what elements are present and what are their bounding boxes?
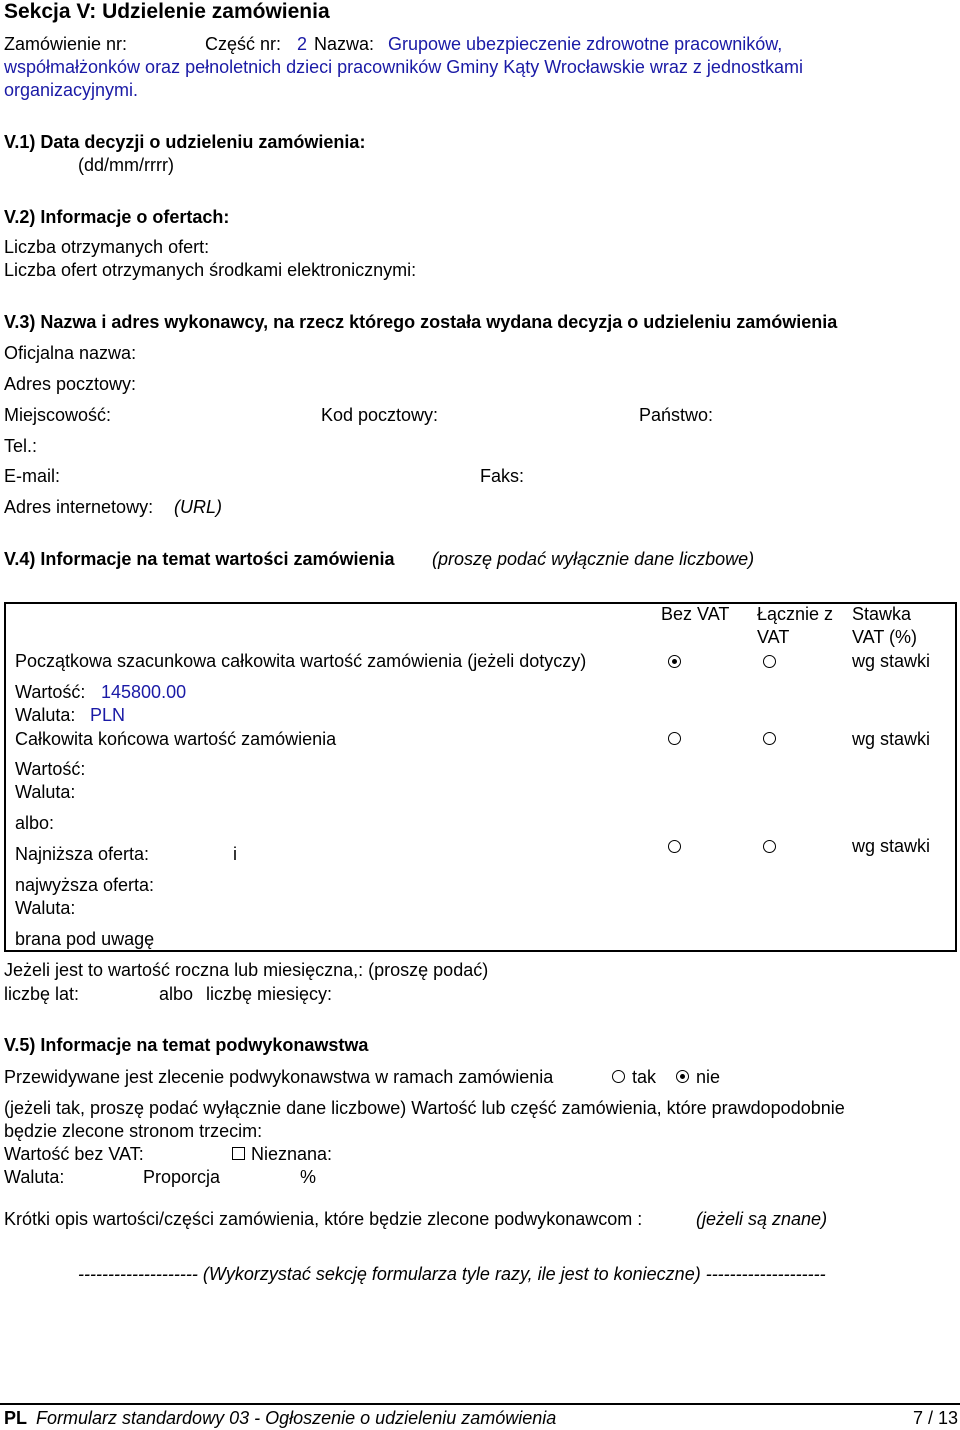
section-title: Sekcja V: Udzielenie zamówienia xyxy=(4,0,330,23)
initial-value-field-label: Wartość: xyxy=(15,682,86,702)
col-header-rate-line2: VAT (%) xyxy=(852,627,918,647)
offers-electronic-label: Liczba ofert otrzymanych środkami elektronicznymi: xyxy=(4,260,417,280)
and-label: i xyxy=(233,844,237,864)
subcontract-no-label: nie xyxy=(696,1067,721,1087)
name-value-line2: współmałżonków oraz pełnoletnich dzieci pracowników Gminy Kąty Wrocławskie wraz z jednostkami xyxy=(4,57,803,77)
value-net-label: Wartość bez VAT: xyxy=(4,1144,144,1164)
website-label: Adres internetowy: xyxy=(4,497,154,517)
email-label: E-mail: xyxy=(4,466,61,486)
final-rate-text: wg stawki xyxy=(852,729,931,749)
range-gross-radio[interactable] xyxy=(763,840,776,853)
initial-gross-radio[interactable] xyxy=(763,655,776,668)
subcontract-yes-radio[interactable] xyxy=(612,1070,625,1083)
initial-value-field: 145800.00 xyxy=(101,682,187,702)
name-value-line1: Grupowe ubezpieczenie zdrowotne pracowników, xyxy=(388,34,783,54)
short-description-label: Krótki opis wartości/części zamówienia, które będzie zlecone podwykonawcom : xyxy=(4,1209,643,1229)
annual-note: Jeżeli jest to wartość roczna lub miesięczna,: (proszę podać) xyxy=(4,960,489,980)
repeat-note xyxy=(78,1263,826,1286)
name-value-line3: organizacyjnymi. xyxy=(4,80,139,100)
website-hint: (URL) xyxy=(174,497,222,517)
subcontract-currency-label: Waluta: xyxy=(4,1167,65,1187)
footer-form-name: Formularz standardowy 03 - Ogłoszenie o udzieleniu zamówienia xyxy=(36,1408,557,1428)
initial-rate-text: wg stawki xyxy=(852,651,931,671)
range-net-radio[interactable] xyxy=(668,840,681,853)
years-label: liczbę lat: xyxy=(4,984,80,1004)
subcontract-question: Przewidywane jest zlecenie podwykonawstwa w ramach zamówienia xyxy=(4,1067,554,1087)
final-value-field-label: Wartość: xyxy=(15,759,86,779)
subcontract-hint-line1: (jeżeli tak, proszę podać wyłącznie dane liczbowe) Wartość lub część zamówienia, które prawdopodobnie xyxy=(4,1098,845,1118)
postal-address-label: Adres pocztowy: xyxy=(4,374,137,394)
subcontract-yes-label: tak xyxy=(632,1067,657,1087)
subcontract-hint-line2: będzie zlecone stronom trzecim: xyxy=(4,1121,263,1141)
footer-page-number: 7 / 13 xyxy=(912,1408,958,1428)
col-header-rate-line1: Stawka xyxy=(852,604,912,624)
fax-label: Faks: xyxy=(480,466,525,486)
considered-label: brana pod uwagę xyxy=(15,929,155,949)
v5-title: V.5) Informacje na temat podwykonawstwa xyxy=(4,1035,369,1055)
col-header-gross-line1: Łącznie z xyxy=(757,604,834,624)
part-number-value: 2 xyxy=(297,34,308,54)
tel-label: Tel.: xyxy=(4,436,38,456)
footer-lang: PL xyxy=(4,1408,28,1428)
range-rate-text: wg stawki xyxy=(852,836,931,856)
unknown-checkbox[interactable] xyxy=(232,1147,245,1160)
date-format-hint: (dd/mm/rrrr) xyxy=(78,155,174,175)
official-name-label: Oficjalna nazwa: xyxy=(4,343,137,363)
subcontract-no-radio[interactable] xyxy=(676,1070,689,1083)
short-description-hint: (jeżeli są znane) xyxy=(696,1209,828,1229)
v4-title: V.4) Informacje na temat wartości zamówienia xyxy=(4,549,395,569)
order-number-label: Zamówienie nr: xyxy=(4,34,128,54)
footer-divider xyxy=(0,1403,960,1405)
repeat-note-text: -------------------- (Wykorzystać sekcję formularza tyle razy, ile jest to konieczne) -------------------- xyxy=(78,1264,826,1284)
col-header-gross-line2: VAT xyxy=(757,627,790,647)
unknown-label: Nieznana: xyxy=(251,1144,333,1164)
offers-received-label: Liczba otrzymanych ofert: xyxy=(4,237,210,257)
initial-net-radio[interactable] xyxy=(668,655,681,668)
name-label: Nazwa: xyxy=(314,34,375,54)
months-label: liczbę miesięcy: xyxy=(206,984,333,1004)
part-number-label: Część nr: xyxy=(205,34,282,54)
initial-value-label: Początkowa szacunkowa całkowita wartość zamówienia (jeżeli dotyczy) xyxy=(15,651,587,671)
v1-title: V.1) Data decyzji o udzieleniu zamówienia: xyxy=(4,132,366,152)
initial-currency-value: PLN xyxy=(90,705,126,725)
city-label: Miejscowość: xyxy=(4,405,112,425)
or-months-label: albo xyxy=(159,984,194,1004)
final-gross-radio[interactable] xyxy=(763,732,776,745)
final-currency-label: Waluta: xyxy=(15,782,76,802)
postal-code-label: Kod pocztowy: xyxy=(321,405,439,425)
range-currency-label: Waluta: xyxy=(15,898,76,918)
v2-title: V.2) Informacje o ofertach: xyxy=(4,207,230,227)
v3-title: V.3) Nazwa i adres wykonawcy, na rzecz którego została wydana decyzja o udzieleniu zamówienia xyxy=(4,312,838,332)
or-label: albo: xyxy=(15,813,55,833)
col-header-net: Bez VAT xyxy=(661,604,730,624)
final-net-radio[interactable] xyxy=(668,732,681,745)
lowest-offer-label: Najniższa oferta: xyxy=(15,844,150,864)
highest-offer-label: najwyższa oferta: xyxy=(15,875,155,895)
country-label: Państwo: xyxy=(639,405,714,425)
initial-currency-label: Waluta: xyxy=(15,705,76,725)
proportion-label: Proporcja xyxy=(143,1167,221,1187)
percent-label: % xyxy=(300,1167,317,1187)
v4-hint: (proszę podać wyłącznie dane liczbowe) xyxy=(432,549,755,569)
final-value-label: Całkowita końcowa wartość zamówienia xyxy=(15,729,337,749)
